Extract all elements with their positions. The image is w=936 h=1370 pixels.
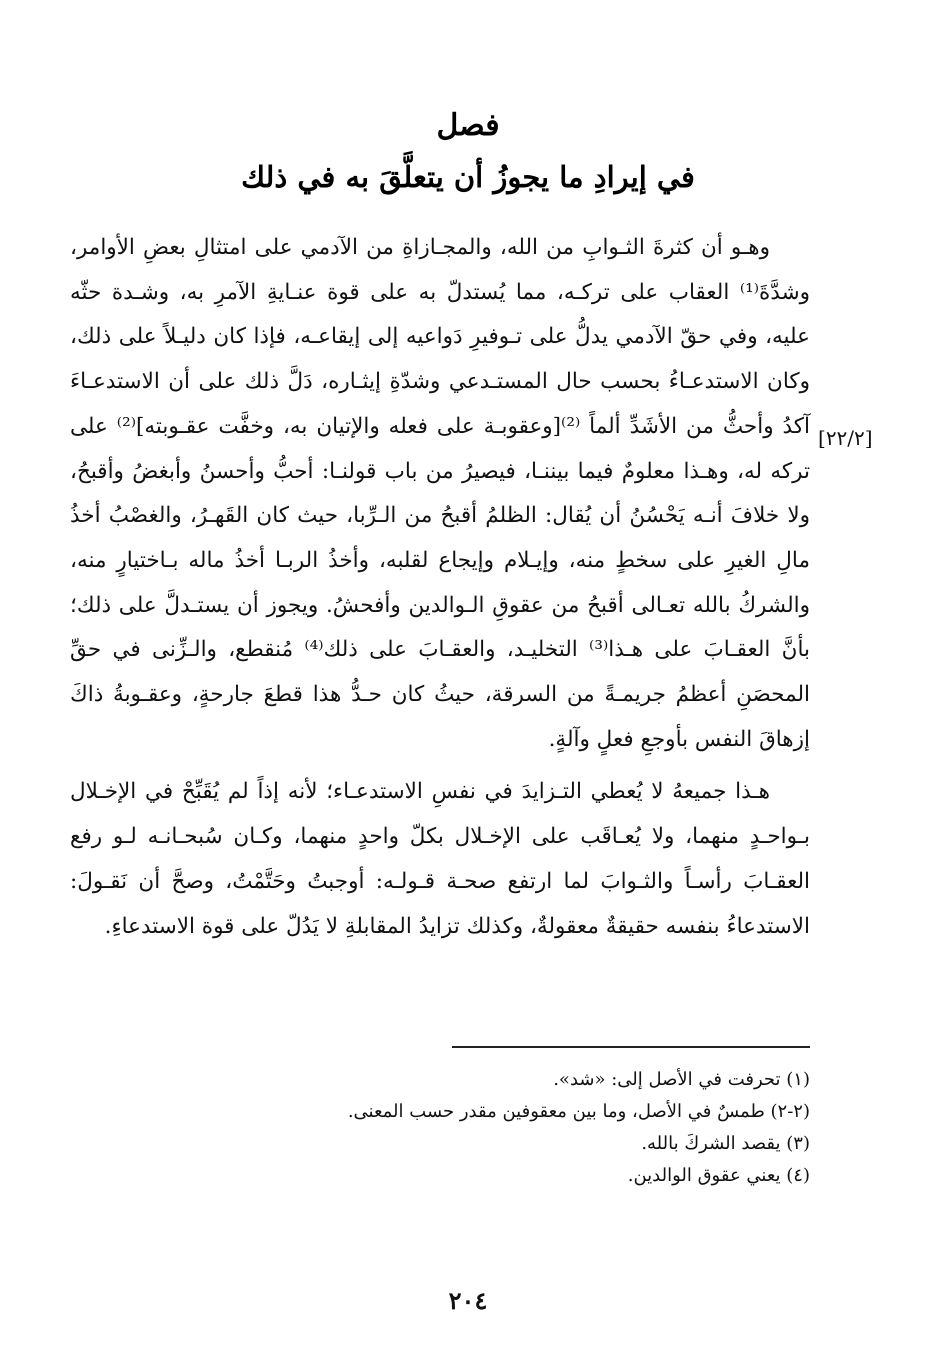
footnotes [280, 1064, 810, 1192]
paragraph-1: وهـو أن كثرةَ الثـوابِ من الله، والمجـازاةِ من الآدمي على امتثالِ بعضِ الأوامر، وشدَّةَ⁽¹⁾ العقاب على تركـه، مما يُستدلّ به على قوة عنـايةِ الآمرِ به، وشـدة حثّه عليه، وفي حقّ الآدمي يدلُّ على تـوفيرِ دَواعيه إلى إيقاعـه، فإذا كان دليـلاً على ذلك، وكان الاستدعـاءُ بحسب حال المستـدعي وشدّةِ إيثـاره، دَلَّ ذلك على أن الاستدعـاءَ آكدُ وأحثُّ من الأشَدِّ ألماً ⁽²⁾[وعقوبـة على فعله والإتيان به، وخفَّت عقـوبته]⁽²⁾ على تركه له، وهـذا معلومٌ فيما بيننـا، فيصيرُ من باب قولنـا: أحبُّ وأحسنُ وأبغضُ وأقبحُ، ولا خلافَ أنـه يَحْسُنُ أن يُقال: الظلمُ أقبحُ من الـرِّبا، حيث كان القَهـرُ، والغصْبُ أخذُ مالِ الغيرِ على سخطٍ منه، وإيـلام وإيجاع لقلبه، وأخذُ الربـا أخذُ ماله بـاختيارٍ منه، والشركُ بالله تعـالى أقبحُ من عقوقِ الـوالدين وأفحشُ. ويجوز أن يستـدلَّ على ذلك؛ بأنَّ العقـابَ على هـذا⁽³⁾ التخليـد، والعقـابَ على ذلك⁽⁴⁾ مُنقطع، والـزِّنى في حقِّ المحصَنِ أعظمُ جريمـةً من السرقة، حيثُ كان حـدُّ هذا قطعَ جارحةٍ، وعقـوبةُ ذاكَ إزهاقَ النفس بأوجعِ فعلٍ وآلةٍ. [70, 235, 810, 752]
section-title: فصل [436, 108, 500, 143]
marginal-page-reference: [٢٢/٢] [818, 426, 873, 450]
section-subtitle: في إيرادِ ما يجوزُ أن يتعلَّقَ به في ذلك [241, 160, 695, 194]
footnote-4: (٤) يعني عقوق الوالدين. [627, 1165, 810, 1186]
paragraph-2: هـذا جميعهُ لا يُعطي التـزايدَ في نفسِ الاستدعـاء؛ لأنه إذاً لم يُقَبِّحْ في الإخـلال بـواحـدٍ منهما، ولا يُعـاقَب على الإخـلال بكلّ واحدٍ منهما، وكـان سُبحـانـه لـو رفع العقـابَ رأسـاً والثـوابَ لما ارتفع صحـة قـولـه: أوجبتُ وحَتَّمْتُ، وصحَّ أن نَقـولَ: الاستدعاءُ بنفسه حقيقةٌ معقولةٌ، وكذلك تزايدُ المقابلةِ لا يَدُلّ على قوة الاستدعاءِ. [70, 779, 810, 939]
page-number: ٢٠٤ [448, 1286, 488, 1315]
footnote-1: (١) تحرفت في الأصل إلى: «شد». [553, 1069, 810, 1090]
main-text [70, 226, 810, 949]
footnote-3: (٣) يقصد الشركَ بالله. [641, 1133, 810, 1154]
footnote-separator [452, 1046, 810, 1048]
footnote-2: (٢-٢) طمسٌ في الأصل، وما بين معقوفين مقدر حسب المعنى. [347, 1101, 810, 1122]
